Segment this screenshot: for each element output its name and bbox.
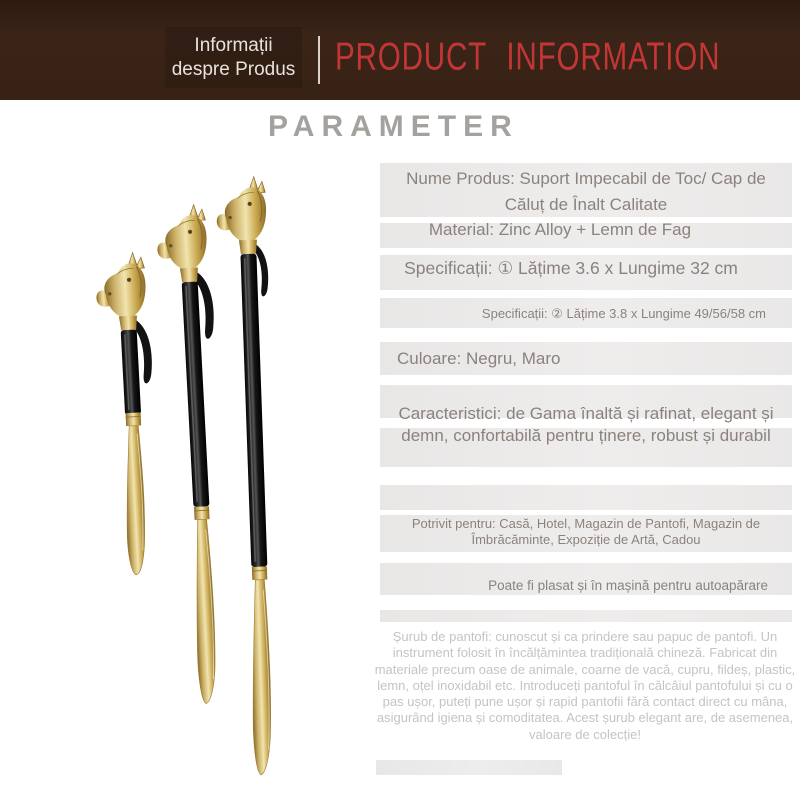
spec-color: Culoare: Negru, Maro <box>397 349 561 368</box>
header-badge <box>165 27 302 88</box>
header-divider <box>318 36 320 84</box>
spec-bar <box>376 760 562 775</box>
header-title-en: PRODUCT INFORMATION <box>335 36 721 79</box>
description-paragraph: Șurub de pantofi: cunoscut și ca prindere sau papuc de pantofi. Un instrument folosit în încălțămintea tradițională chineză. Fabricat din materiale precum oase de animale, coarne de vacă, cupru, fildeș, plastic, lemn, oțel inoxidabil etc. Introduceți pantoful în călcâiul pantofului și cu o pas ușor, puteți pune ușor și rapid pantofii fără contact direct cu mâna, asigurând igiena și comoditatea. Acest șurub elegant are, de asemenea, valoare de colecție! <box>374 629 796 742</box>
spec-bar <box>380 610 792 622</box>
spec-size-2: Specificații: ② Lățime 3.8 x Lungime 49/56/58 cm <box>481 306 766 321</box>
shoehorn-medium <box>155 204 234 705</box>
spec-extra-note: Poate fi plasat și în mașină pentru autoapărare <box>488 578 768 593</box>
shoehorn-short <box>94 252 163 576</box>
spec-size-1: Specificații: ① Lățime 3.6 x Lungime 32 cm <box>404 258 738 278</box>
badge-line2: despre Produs <box>171 59 296 80</box>
spec-suitable-for: Potrivit pentru: Casă, Hotel, Magazin de Pantofi, Magazin de Îmbrăcăminte, Expoziție de Artă, Cadou <box>411 516 761 547</box>
spec-material: Material: Zinc Alloy + Lemn de Fag <box>428 220 692 239</box>
badge-line1: Informații <box>194 35 273 56</box>
header <box>0 0 800 100</box>
product-photo-shoehorns <box>40 160 360 800</box>
shoehorn-tall <box>215 176 286 775</box>
section-title: PARAMETER <box>268 110 519 143</box>
spec-features: Caracteristici: de Gama înaltă și rafinat, elegant și demn, confortabilă pentru ținere, robust și durabil <box>398 404 774 445</box>
spec-product-name: Nume Produs: Suport Impecabil de Toc/ Cap de Căluț de Înalt Calitate <box>406 169 766 214</box>
spec-bar <box>380 485 792 510</box>
